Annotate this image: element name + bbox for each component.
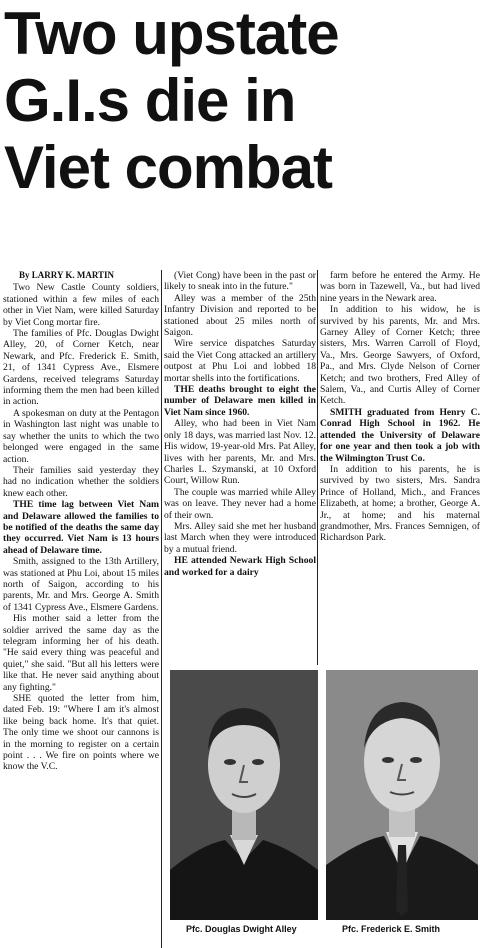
portrait-icon <box>326 670 478 920</box>
portrait-icon <box>170 670 318 920</box>
photo-caption-alley: Pfc. Douglas Dwight Alley <box>186 924 297 934</box>
paragraph: His mother said a letter from the soldier arrived the same day as the telegram informing her of his death. "He said every thing was peaceful and quiet," she said. "But all his letters were like that. He never said anything about any fighting." <box>3 613 159 693</box>
paragraph: THE deaths brought to eight the number of Delaware men killed in Viet Nam since 1960. <box>164 384 316 418</box>
article-column-2 <box>164 270 316 578</box>
paragraph: Alley was a member of the 25th Infantry Division and reported to be stationed about 25 miles north of Saigon. <box>164 292 316 339</box>
paragraph: SHE quoted the letter from him, dated Feb. 19: "Where I am it's almost like being back home. It's that quiet. The only time we shoot our cannons is in the morning to register on a certain point . . . We fire on points where we know the V.C. <box>3 693 159 773</box>
article-column-3 <box>320 270 480 544</box>
paragraph: In addition to his widow, he is survived by his parents, Mr. and Mrs. Garney Alley of Corner Ketch; three sisters, Mrs. Warren Carroll of Floyd, Va., Mrs. George Sawyers, of Oxford, Pa., and Mrs. Clyde Nelson of Corner Ketch; and two brothers, Fred Alley of Salem, Va., and Curtis Alley of Corner Ketch. <box>320 304 480 407</box>
article-column-1 <box>3 270 159 773</box>
paragraph: (Viet Cong) have been in the past or likely to sneak into in the future." <box>164 270 316 293</box>
paragraph: HE attended Newark High School and worked for a dairy <box>164 555 316 578</box>
paragraph: THE time lag between Viet Nam and Delaware allowed the families to be notified of the deaths the same day they occurred. Viet Nam is 13 hours ahead of Delaware time. <box>3 499 159 556</box>
paragraph: farm before he entered the Army. He was born in Tazewell, Va., but had lived nine years in the Newark area. <box>320 270 480 304</box>
paragraph: Alley, who had been in Viet Nam only 18 days, was married last Nov. 12. His widow, 19-year-old Mrs. Pat Alley, lives with her parents, Mr. and Mrs. Charles L. Szymanski, at 10 Oxford Court, Willow Run. <box>164 418 316 487</box>
headline <box>4 0 480 201</box>
headline-line-3: Viet combat <box>4 134 332 201</box>
photo-caption-smith: Pfc. Frederick E. Smith <box>342 924 441 934</box>
photo-alley <box>170 670 318 920</box>
column-rule-left <box>161 270 162 948</box>
paragraph: Wire service dispatches Saturday said the Viet Cong attacked an artillery outpost at Phu Loi and lobbed 18 mortar shells into the fortifications. <box>164 338 316 384</box>
paragraph: SMITH graduated from Henry C. Conrad High School in 1962. He attended the University of Delaware for one year and then took a job with the Wilmington Trust Co. <box>320 406 480 464</box>
paragraph: Smith, assigned to the 13th Artillery, was stationed at Phu Loi, about 15 miles north of Saigon, according to his parents, Mr. and Mrs. George A. Smith of 1341 Cypress Ave., Elsmere Gardens. <box>3 556 159 613</box>
paragraph: Two New Castle County soldiers, stationed within a few miles of each other in Viet Nam, were killed Saturday by Viet Cong mortar fire. <box>3 282 159 328</box>
paragraph: The families of Pfc. Douglas Dwight Alley, 20, of Corner Ketch, near Newark, and Pfc. Frederick E. Smith, 21, of 1341 Cypress Ave., Elsmere Gardens, received telegrams Saturday informing them the men had been killed in action. <box>3 328 159 408</box>
headline-line-2: G.I.s die in <box>4 67 296 134</box>
headline-line-1: Two upstate <box>4 0 339 67</box>
paragraph: A spokesman on duty at the Pentagon in Washington last night was unable to say whether the units to which the two belonged were engaged in the same action. <box>3 407 159 465</box>
photo-smith <box>326 670 478 920</box>
paragraph: Their families said yesterday they had no indication whether the soldiers knew each other. <box>3 464 159 499</box>
paragraph: In addition to his parents, he is survived by two sisters, Mrs. Sandra Prince of Holland, Mich., and Frances Elizabeth, at home; a brother, George A. Jr., at home; and his maternal grandmother, Mrs. Frances Semnigen, of Richardson Park. <box>320 463 480 544</box>
paragraph: Mrs. Alley said she met her husband last March when they were introduced by a mutual friend. <box>164 520 316 555</box>
byline: By LARRY K. MARTIN <box>19 270 115 280</box>
column-rule-right <box>317 270 318 665</box>
paragraph: The couple was married while Alley was on leave. They never had a home of their own. <box>164 486 316 521</box>
